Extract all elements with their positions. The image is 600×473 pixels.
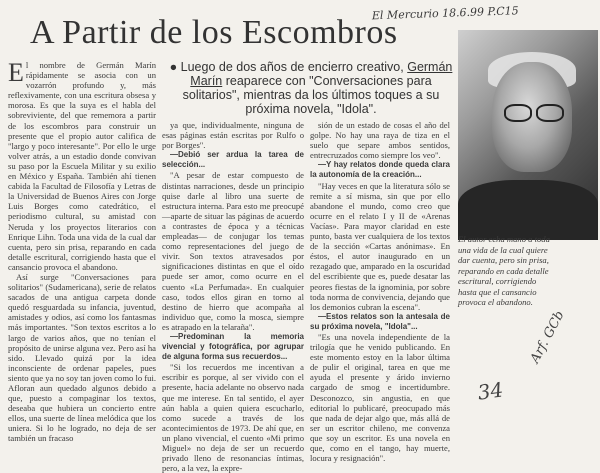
handwritten-source-note: El Mercurio 18.6.99 P.C15 [371, 4, 519, 23]
deck-rest: reaparece con "Conversaciones para solitarios", mientras da los últimos toques a su próxima novela, "Idola". [182, 74, 440, 116]
body-paragraph: ya que, individualmente, ninguna de esas páginas están escritas por Rulfo o por Borges". [162, 120, 304, 151]
photo-glasses-left [504, 104, 532, 122]
body-paragraph: "A pesar de estar compuesto de distintas narraciones, desde un principio quise darle al libro una suerte de estructura interna. Para esto me preocupé —aparte de situar las páginas de acuerdo a contrastes de época y a técnicas empleadas— de conjugar los temas como representaciones del juego de vivir. Son textos atravesados por significaciones distintas en que el oído puede ser amor, como ocurre en el cuento «La Perfumada». En cualquier caso, todos ellos giran en torno al destino de hierro que acompaña al individuo que, como la mosca, siempre es atrapado en la telaraña". [162, 170, 304, 332]
body-column-1 [8, 58, 156, 444]
body-column-2 [162, 120, 304, 473]
deck-author-name: Germán Marín [190, 60, 453, 88]
margin-handwriting: Arf. GCb [527, 308, 568, 366]
deck-lead: Luego de dos años de encierro creativo, [180, 60, 404, 74]
photo-caption: El autor echa mano a toda una vida de la cual quiere dar cuenta, pero sin prisa, reparando en cada detalle escritural, corrigiendo hasta que el cansancio provoca el abandono. [458, 234, 550, 307]
drop-cap: E [8, 58, 24, 87]
author-photo [458, 30, 598, 230]
body-paragraph: sión de un estado de cosas el año del golpe. No hay una raya de tiza en el suelo que separe ambos sentidos, entrecruzados como siempre los veo". [310, 120, 450, 161]
deck [166, 60, 456, 118]
interview-question: —Predominan la memoria vivencial y fotográfica, por agrupar de alguna forma sus recuerdos... [162, 331, 304, 362]
deck-bullet: ● [169, 60, 178, 74]
body-paragraph: El nombre de Germán Marín rápidamente se asocia con un vozarrón profundo y, más reflexivamente, con una escritura obsesa y morosa. Es que la suya es el habla del sobreviviente, del que rememora a partir de los escombros para construir un presente que el propio autor califica de "largo y poco interesante". Por ello le urge volver atrás, a un estadio donde convivan su paso por la Escuela Militar y su exilio en México y España. También ahí tienen cabida la Facultad de Filosofía y Letras de la Universidad de Buenos Aires con Jorge Luis Borges como catedrático, el periodismo cultural, su amistad con Neruda y los proyectos literarios con Enrique Lihn. Toda una vida de la cual dar cuenta, pero sin prisa, reparando en cada detalle escritural, corrigiendo hasta que el cansancio provoca el abandono. [8, 58, 156, 272]
body-column-3 [310, 120, 450, 464]
photo-shoulders [458, 180, 598, 240]
handwritten-page-number: 34 [476, 377, 505, 405]
interview-question: —Debió ser ardua la tarea de selección... [162, 150, 304, 170]
body-paragraph: "Si los recuerdos me incentivan a escribir es porque, al ser vivido con el presente, hacia adelante no observo nada que me interese. En tal sentido, el ayer aún habla a quien quiera escucharlo, como sucede a través de los acontecimientos de 1973. De ahí que, en un plano vivencial, el cuento «Mi primo Miguel» no deja de ser un recuerdo privado lleno de resonancias íntimas, pero, a la vez, la expre- [162, 362, 304, 473]
body-paragraph: Así surge "Conversaciones para solitarios" (Sudamericana), serie de relatos sacados de una antigua carpeta donde quedó resguardada su infancia, juventud, amistades y odios, así como los fantasmas más importantes. "Son textos escritos a lo largo de varios años, que no tenían el propósito de unirse alguna vez. Pero así ha sido. Llevado quizá por la idea inconsciente de ordenar papeles, pues siento que ya no soy tan joven como lo fui. Afloran aun quedado algunos debido a que, puesto a compaginar los textos, deseaba que hubiera un concierto entre ellos, una suerte de línea melódica que los uniera. Si lo he logrado, no deja de ser también un fracaso [8, 271, 156, 444]
photo-glasses-right [536, 104, 564, 122]
interview-question: —Estos relatos son la antesala de su próxima novela, "Idola"... [310, 311, 450, 331]
body-paragraph: "Es una novela independiente de la trilogía que he venido publicando. En este momento estoy en la labor última de pulir el original, tarea en que me ayuda el presente y árido invierno cargado de smog e incertidumbre. Desconozco, sin angustia, en que editorial lo publicaré, preocupado más que nada de dejar algo que, más allá de ser un escritor chileno, me convenza que soy un escritor. Es una novela en que, como en el tango, hay muerte, locura y resignación". [310, 331, 450, 464]
body-paragraph: "Hay veces en que la literatura sólo se remite a sí misma, sin que por ello abandone el mundo, como creo que ocurre en el relato I y II de «Arenas Vacías». Para mayor claridad en este punto, basta ver cualquiera de los textos de la sección «Cartas anónimas». En éstos, el autor inaugurado en un rezagado que, amparado en la oscuridad del escribiente que es, puede desatar las peores fiestas de la ignominia, por sobre toda norma de convivencia, dejando que los demonios cubran la escena". [310, 180, 450, 312]
interview-question: —Y hay relatos donde queda clara la autonomía de la creación... [310, 160, 450, 180]
headline: A Partir de los Escombros [30, 14, 398, 51]
